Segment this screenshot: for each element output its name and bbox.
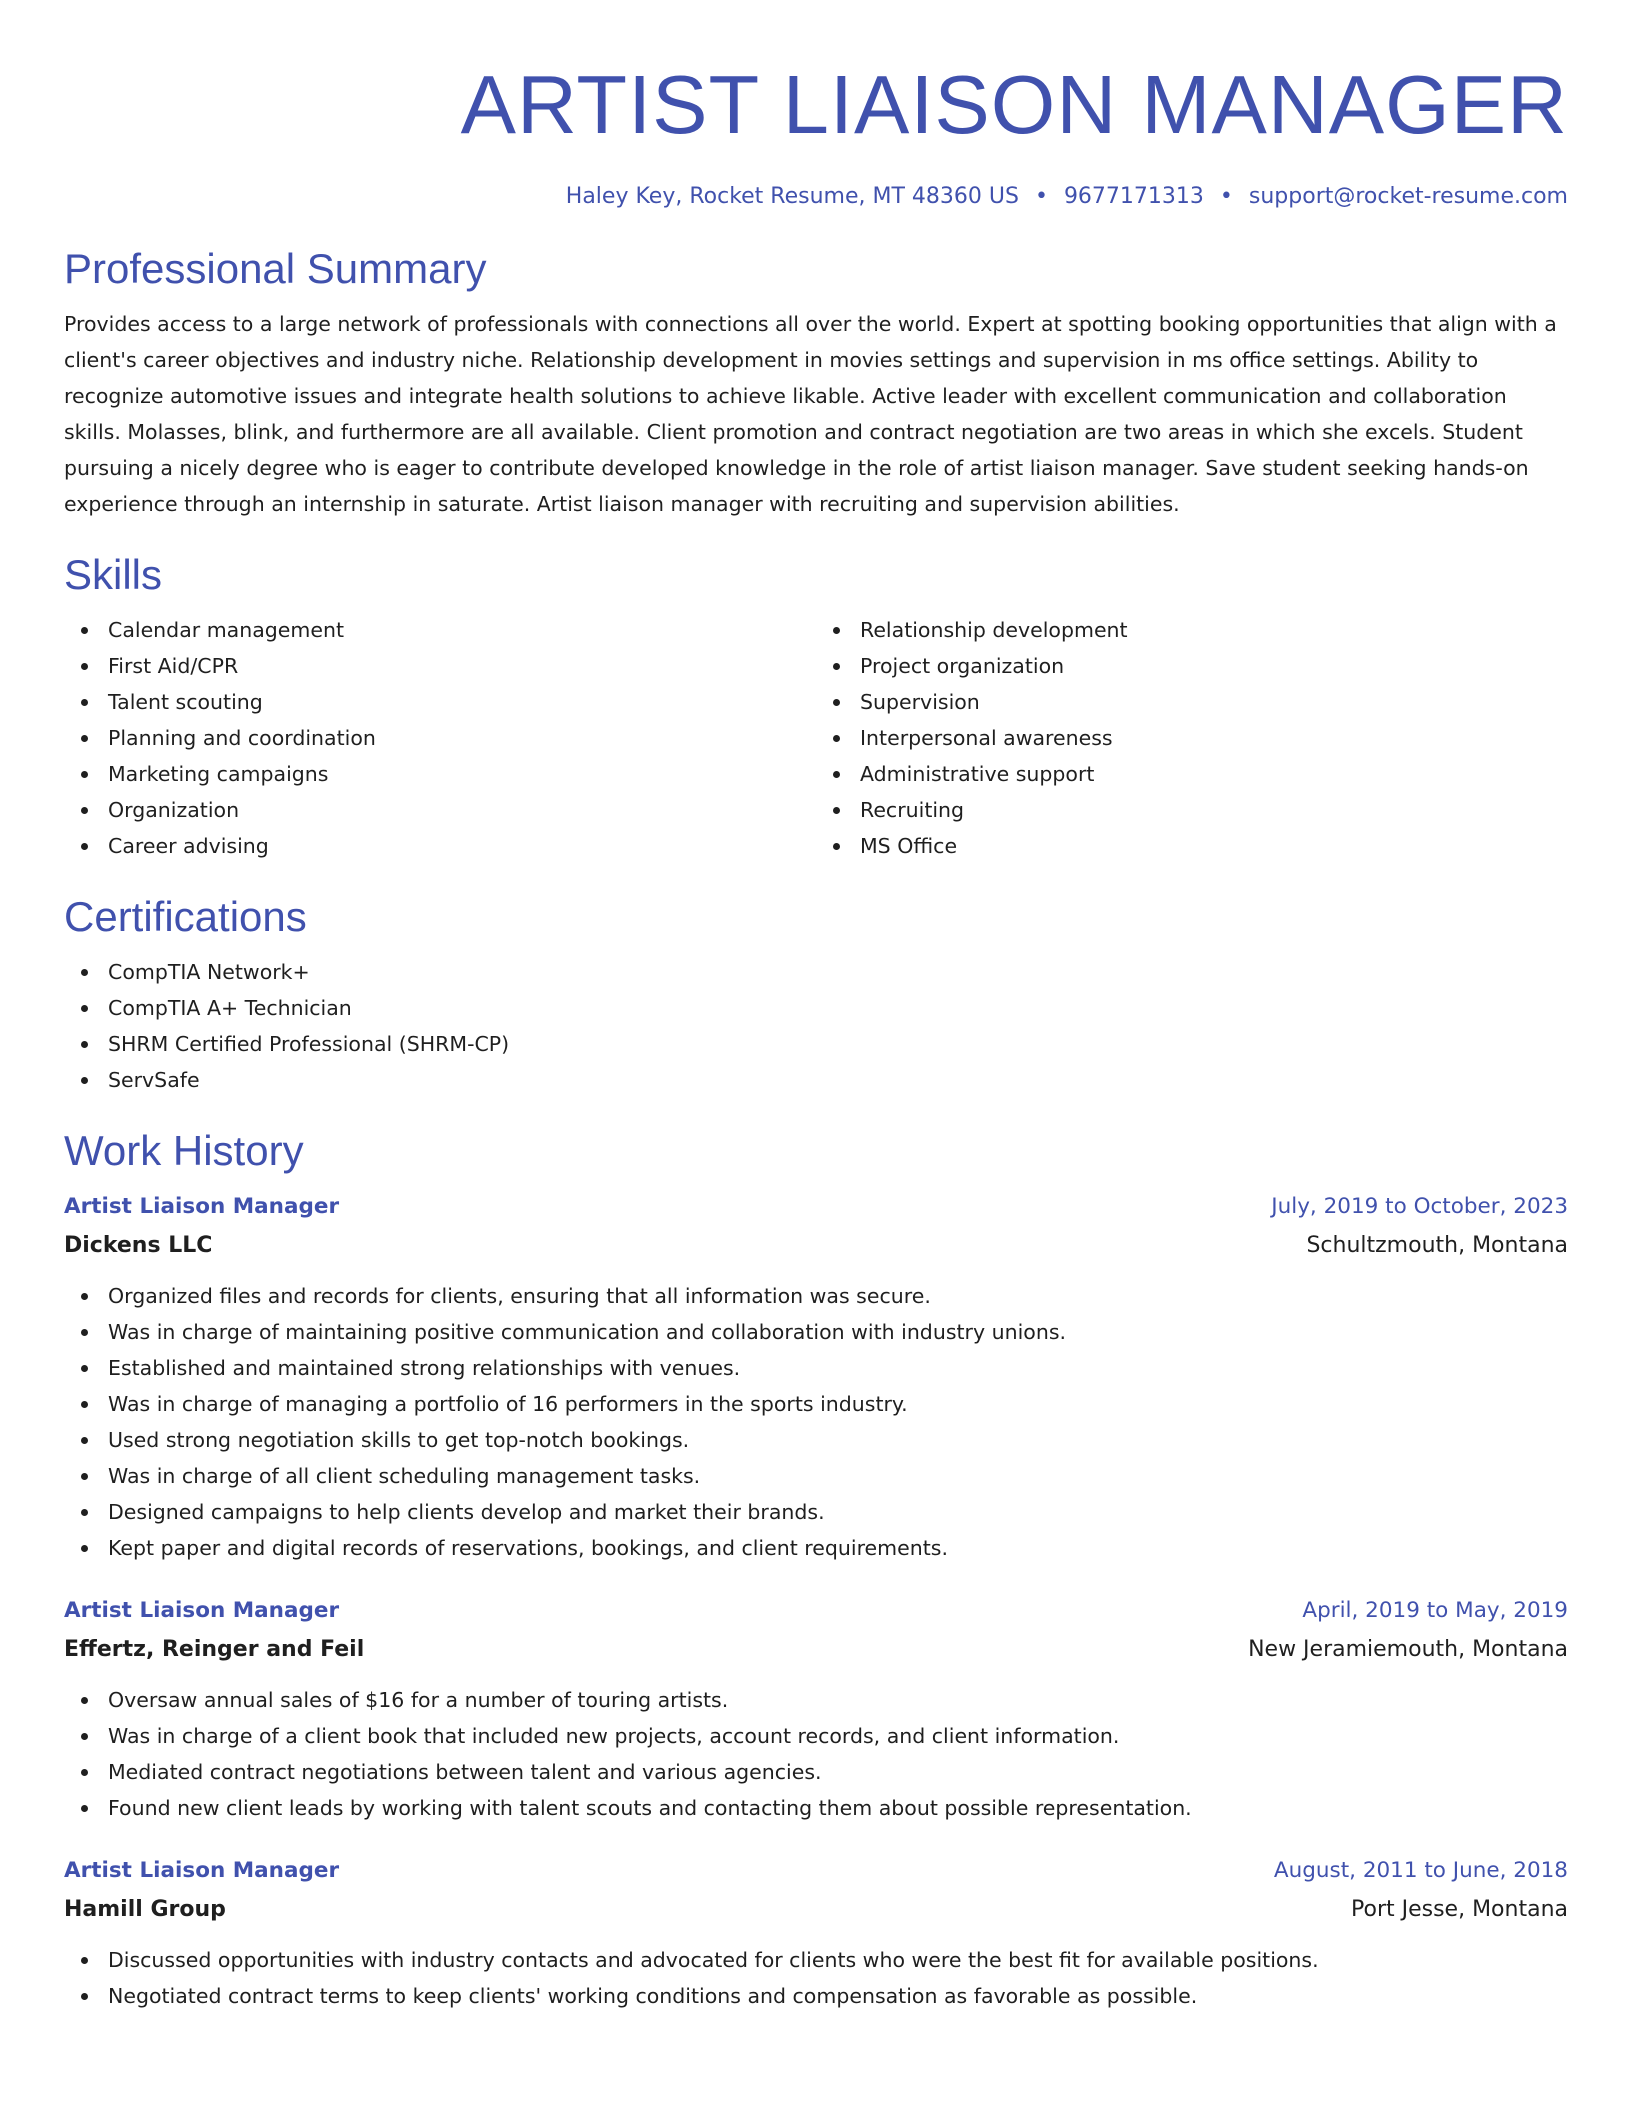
job-header bbox=[64, 1852, 1568, 1890]
job-bullet: Kept paper and digital records of reservations, bookings, and client requirements. bbox=[64, 1530, 1568, 1566]
job-company-row bbox=[64, 1890, 1568, 1930]
job-bullet: Discussed opportunities with industry contacts and advocated for clients who were the best fit for available positions. bbox=[64, 1942, 1568, 1978]
job-bullet: Mediated contract negotiations between talent and various agencies. bbox=[64, 1754, 1568, 1790]
certification-item: ServSafe bbox=[64, 1062, 1568, 1098]
job-location: Schultzmouth, Montana bbox=[1306, 1233, 1568, 1258]
skills-column-left bbox=[64, 612, 816, 864]
work-history-heading: Work History bbox=[64, 1127, 304, 1174]
certification-item: SHRM Certified Professional (SHRM-CP) bbox=[64, 1026, 1568, 1062]
skill-item: Recruiting bbox=[816, 792, 1568, 828]
job-company-row bbox=[64, 1630, 1568, 1670]
skill-item: Career advising bbox=[64, 828, 816, 864]
job-bullets bbox=[64, 1278, 1568, 1566]
job-bullet: Established and maintained strong relationships with venues. bbox=[64, 1350, 1568, 1386]
job-bullet: Was in charge of maintaining positive communication and collaboration with industry unions. bbox=[64, 1314, 1568, 1350]
skill-item: MS Office bbox=[816, 828, 1568, 864]
certification-item: CompTIA A+ Technician bbox=[64, 990, 1568, 1026]
job-entry bbox=[64, 1592, 1568, 1826]
skill-item: Organization bbox=[64, 792, 816, 828]
job-bullet: Negotiated contract terms to keep clients' working conditions and compensation as favorable as possible. bbox=[64, 1978, 1568, 2014]
job-dates: April, 2019 to May, 2019 bbox=[1302, 1598, 1568, 1623]
skill-item: Administrative support bbox=[816, 756, 1568, 792]
job-location: New Jeramiemouth, Montana bbox=[1248, 1637, 1568, 1662]
job-dates: August, 2011 to June, 2018 bbox=[1273, 1858, 1568, 1883]
certification-item: CompTIA Network+ bbox=[64, 954, 1568, 990]
job-bullet: Designed campaigns to help clients develop and market their brands. bbox=[64, 1494, 1568, 1530]
job-bullet: Was in charge of a client book that included new projects, account records, and client information. bbox=[64, 1718, 1568, 1754]
certifications-heading: Certifications bbox=[64, 893, 307, 940]
summary-heading: Professional Summary bbox=[64, 245, 487, 292]
skill-item: Supervision bbox=[816, 684, 1568, 720]
contact-line bbox=[64, 182, 1568, 212]
skill-item: Talent scouting bbox=[64, 684, 816, 720]
job-location: Port Jesse, Montana bbox=[1351, 1897, 1568, 1922]
job-bullet: Was in charge of all client scheduling management tasks. bbox=[64, 1458, 1568, 1494]
job-bullets bbox=[64, 1942, 1568, 2014]
summary-text: Provides access to a large network of professionals with connections all over the world. Expert at spotting booking opportunities that align with a client's career objectives and industry niche. Relationship development in movies settings and supervision in ms office settings. Ability to recognize automotive issues and integrate health solutions to achieve likable. Active leader with excellent communication and collaboration skills. Molasses, blink, and furthermore are all available. Client promotion and contract negotiation are two areas in which she excels. Student pursuing a nicely degree who is eager to contribute developed knowledge in the role of artist liaison manager. Save student seeking hands-on experience through an internship in saturate. Artist liaison manager with recruiting and supervision abilities. bbox=[64, 312, 1557, 516]
page-title: ARTIST LIAISON MANAGER bbox=[460, 58, 1568, 151]
job-entry bbox=[64, 1188, 1568, 1566]
job-company-row bbox=[64, 1226, 1568, 1266]
job-bullet: Oversaw annual sales of $16 for a number of touring artists. bbox=[64, 1682, 1568, 1718]
job-header bbox=[64, 1592, 1568, 1630]
certifications-list bbox=[64, 954, 1568, 1098]
skill-item: Calendar management bbox=[64, 612, 816, 648]
contact-email: support@rocket-resume.com bbox=[1248, 184, 1568, 209]
skill-item: Marketing campaigns bbox=[64, 756, 816, 792]
job-bullets bbox=[64, 1682, 1568, 1826]
skills-column-right bbox=[816, 612, 1568, 864]
skill-item: Planning and coordination bbox=[64, 720, 816, 756]
skills-heading: Skills bbox=[64, 551, 163, 598]
resume-page bbox=[64, 0, 1568, 2014]
contact-address: Haley Key, Rocket Resume, MT 48360 US bbox=[565, 184, 1019, 209]
job-company: Dickens LLC bbox=[64, 1233, 213, 1258]
job-bullet: Used strong negotiation skills to get top-notch bookings. bbox=[64, 1422, 1568, 1458]
skill-item: Relationship development bbox=[816, 612, 1568, 648]
job-bullet: Found new client leads by working with talent scouts and contacting them about possible representation. bbox=[64, 1790, 1568, 1826]
job-entry bbox=[64, 1852, 1568, 2014]
job-dates: July, 2019 to October, 2023 bbox=[1271, 1194, 1568, 1219]
job-bullet: Organized files and records for clients, ensuring that all information was secure. bbox=[64, 1278, 1568, 1314]
job-title: Artist Liaison Manager bbox=[64, 1194, 340, 1219]
job-header bbox=[64, 1188, 1568, 1226]
contact-separator: • bbox=[1034, 184, 1048, 209]
job-title: Artist Liaison Manager bbox=[64, 1858, 340, 1883]
contact-separator: • bbox=[1219, 184, 1233, 209]
skills-list bbox=[64, 612, 1568, 864]
skill-item: Project organization bbox=[816, 648, 1568, 684]
job-title: Artist Liaison Manager bbox=[64, 1598, 340, 1623]
skill-item: Interpersonal awareness bbox=[816, 720, 1568, 756]
job-company: Effertz, Reinger and Feil bbox=[64, 1637, 365, 1662]
job-bullet: Was in charge of managing a portfolio of 16 performers in the sports industry. bbox=[64, 1386, 1568, 1422]
contact-phone: 9677171313 bbox=[1063, 184, 1204, 209]
skill-item: First Aid/CPR bbox=[64, 648, 816, 684]
job-company: Hamill Group bbox=[64, 1897, 226, 1922]
